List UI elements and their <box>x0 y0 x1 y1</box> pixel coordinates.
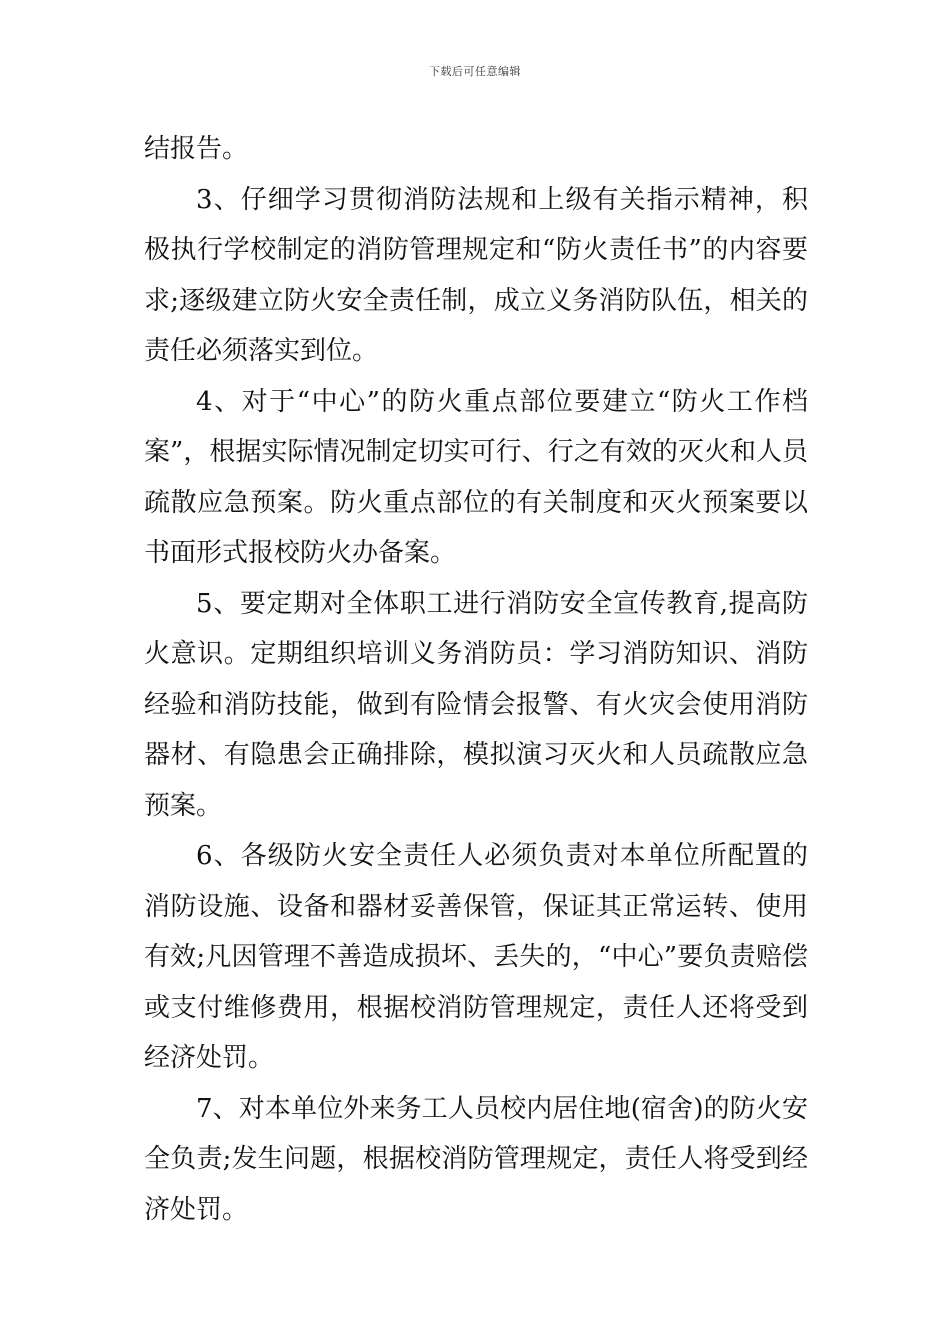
document-body <box>144 124 808 1235</box>
paragraph-item-3: 3、仔细学习贯彻消防法规和上级有关指示精神，积极执行学校制定的消防管理规定和“防火责任书”的内容要求;逐级建立防火安全责任制，成立义务消防队伍，相关的责任必须落实到位。 <box>144 184 808 366</box>
page-header: 下载后可任意编辑 <box>429 65 521 78</box>
paragraph-item-7: 7、对本单位外来务工人员校内居住地(宿舍)的防火安全负责;发生问题，根据校消防管理规定，责任人将受到经济处罚。 <box>144 1093 808 1225</box>
paragraph-item-5: 5、要定期对全体职工进行消防安全宣传教育,提高防火意识。定期组织培训义务消防员：学习消防知识、消防经验和消防技能，做到有险情会报警、有火灾会使用消防器材、有隐患会正确排除，模拟演习灭火和人员疏散应急预案。 <box>144 588 808 821</box>
paragraph-item-4: 4、对于“中心”的防火重点部位要建立“防火工作档案”，根据实际情况制定切实可行、行之有效的灭火和人员疏散应急预案。防火重点部位的有关制度和灭火预案要以书面形式报校防火办备案。 <box>144 386 808 568</box>
paragraph-item-6: 6、各级防火安全责任人必须负责对本单位所配置的消防设施、设备和器材妥善保管，保证其正常运转、使用有效;凡因管理不善造成损坏、丢失的，“中心”要负责赔偿或支付维修费用，根据校消防管理规定，责任人还将受到经济处罚。 <box>144 841 808 1073</box>
paragraph-continuation: 结报告。 <box>144 134 249 164</box>
